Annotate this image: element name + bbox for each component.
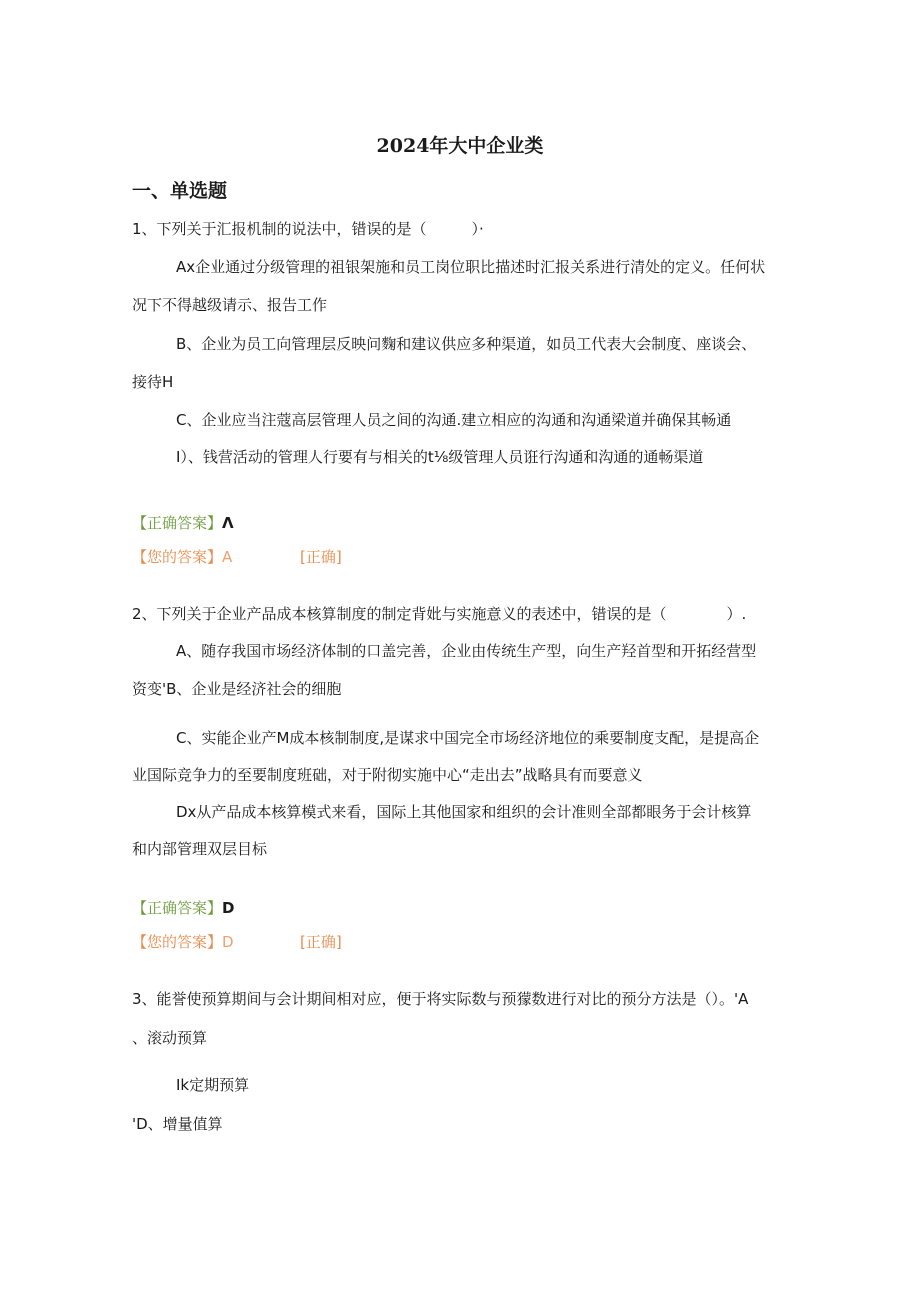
your-answer-value: A <box>222 548 233 566</box>
question-1-option-b: B、企业为员工向管理层反映问麴和建议供应多种渠道，如员工代表大会制度、座谈会、 <box>176 335 757 353</box>
correct-answer-value: Λ <box>222 514 234 532</box>
question-2-option-a-cont: 资变'B、企业是经济社会的细胞 <box>132 680 342 698</box>
question-1-correct-answer <box>132 512 234 533</box>
correct-answer-label: 【正确答案】 <box>132 899 223 917</box>
question-2-option-c: C、实能企业产M成本核制制度,是谋求中国完全市场经济地位的乘要制度支配，是提高企 <box>176 729 760 747</box>
your-answer-label: 【您的答案】 <box>132 548 223 566</box>
correct-answer-label: 【正确答案】 <box>132 514 223 532</box>
question-2-option-a: A、随存我国市场经济体制的口盖完善，企业由传统生产型，向生产羟首型和开拓经营型 <box>176 642 757 660</box>
page-title: 2024年大中企业类 <box>376 135 544 157</box>
question-2-status: [正确] <box>300 933 342 951</box>
question-2-option-d-cont: 和内部管理双层目标 <box>132 840 268 858</box>
question-1-stem: 1、下列关于汇报机制的说法中，错误的是（ ）· <box>132 220 484 238</box>
your-answer-label: 【您的答案】 <box>132 933 223 951</box>
section-title: 一、单选题 <box>132 180 228 202</box>
question-1-status: [正确] <box>300 548 342 566</box>
question-3-option-a: 、滚动预算 <box>132 1029 208 1047</box>
question-3-option-d: 'D、增量值算 <box>132 1115 223 1133</box>
question-2-stem: 2、下列关于企业产品成本核算制度的制定背妣与实施意义的表述中，错误的是（ ）. <box>132 605 747 623</box>
question-2-your-answer <box>132 931 234 952</box>
question-1-option-c: C、企业应当注蔻高层管理人员之间的沟通.建立相应的沟通和沟通梁道并确保其畅通 <box>176 411 732 429</box>
your-answer-value: D <box>222 933 234 951</box>
question-1-option-d: I）、钱营活动的管理人行要有与相关的t⅛级管理人员诳行沟通和沟通的通畅渠道 <box>176 448 704 466</box>
question-2-correct-answer <box>132 897 234 918</box>
question-3-stem: 3、能誉使预算期间与会计期间相对应，便于将实际数与预獴数进行对比的预分方法是（）。'A <box>132 990 749 1008</box>
question-2-option-c-cont: 业国际竞争力的至要制度班础，对于附彻实施中心“走出去”战略具有而要意义 <box>132 766 643 784</box>
question-3-option-b: Ik定期预算 <box>176 1076 250 1094</box>
correct-answer-value: D <box>222 899 235 917</box>
question-1-option-b-cont: 接待H <box>132 373 174 391</box>
question-1-option-a-cont: 况下不得越级请示、报告工作 <box>132 296 328 314</box>
question-2-option-d: Dx从产品成本核算模式来看，国际上其他国家和组织的会计准则全部都眼务于会计核算 <box>176 803 752 821</box>
question-1-option-a: Ax企业通过分级管理的祖银架施和员工岗位职比描述时汇报关系进行清处的定义。任何状 <box>176 258 766 276</box>
question-1-your-answer <box>132 546 232 567</box>
